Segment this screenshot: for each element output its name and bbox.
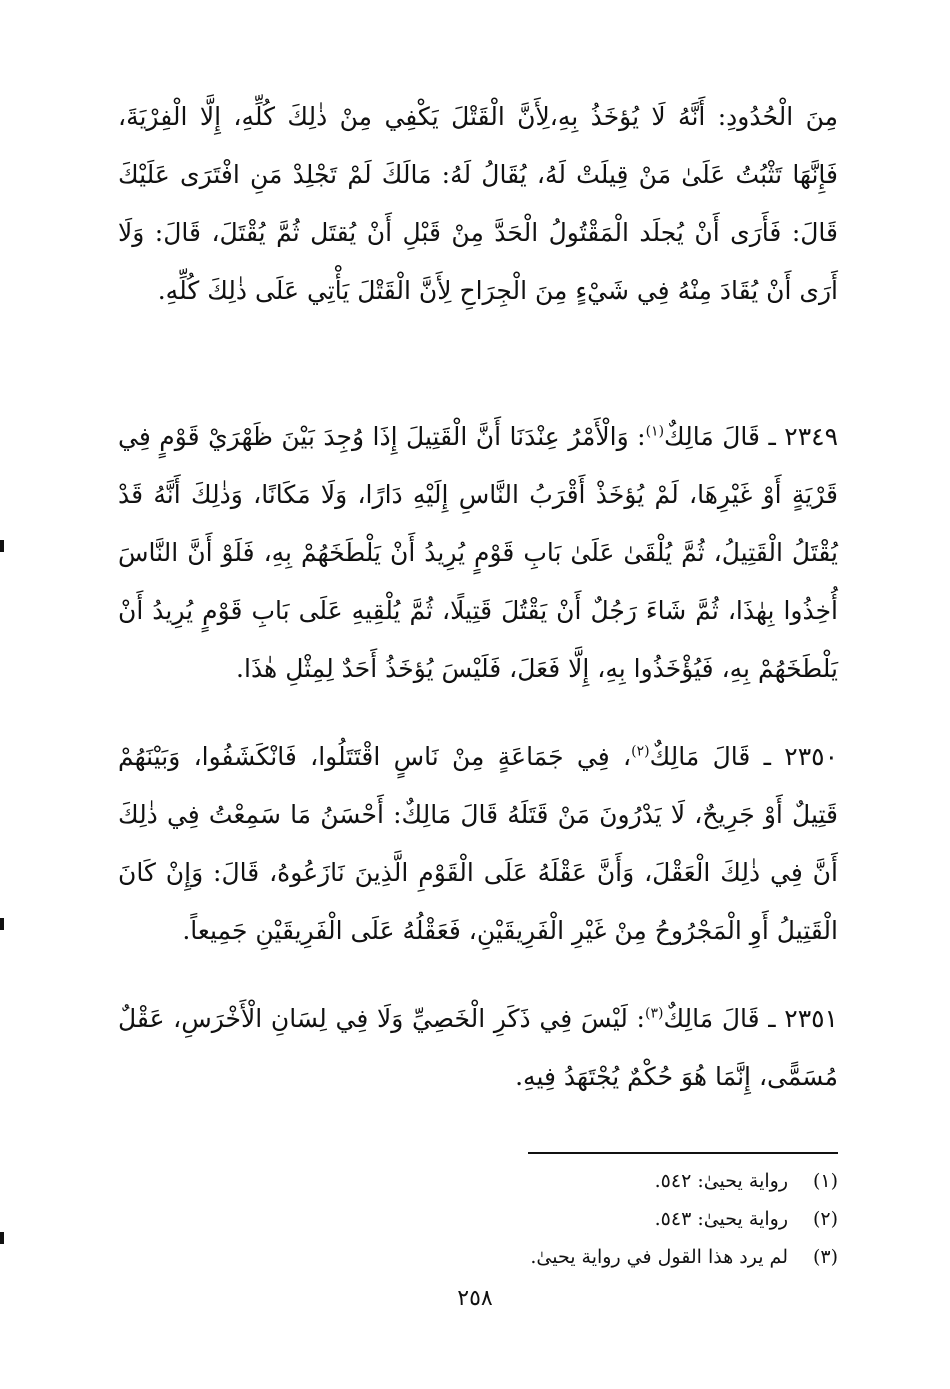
- paragraph-2350: ٢٣٥٠ ـ قَالَ مَالِكٌ$^{(٢)}$، فِي جَمَاعَةٍ مِنْ نَاسٍ اقْتَتَلُوا، فَانْكَشَفُوا، وَبَيْنَهُمْ قَتِيلٌ أَوْ جَرِيحٌ، لَا يَدْرُونَ مَنْ قَتَلَهُ قَالَ مَالِكٌ: أَحْسَنُ مَا سَمِعْتُ فِي ذٰلِكَ أَنَّ فِي ذٰلِكَ الْعَقْلَ، وَأَنَّ عَقْلَهُ عَلَى الْقَوْمِ الَّذِينَ نَازَعُوهُ، قَالَ: وَإِنْ كَانَ الْقَتِيلُ أَوِ الْمَجْرُوحُ مِنْ غَيْرِ الْفَرِيقَيْنِ، فَعَقْلُهُ عَلَى الْفَرِيقَيْنِ جَمِيعاً.: [118, 742, 839, 945]
- scan-margin-mark: [0, 918, 4, 930]
- speaker-label: قَالَ مَالِكٌ: [664, 422, 760, 451]
- paragraph-text: ، فِي جَمَاعَةٍ مِنْ نَاسٍ اقْتَتَلُوا، فَانْكَشَفُوا، وَبَيْنَهُمْ قَتِيلٌ أَوْ جَرِيحٌ، لَا يَدْرُونَ مَنْ قَتَلَهُ قَالَ مَالِكٌ: أَحْسَنُ مَا سَمِعْتُ فِي ذٰلِكَ أَنَّ فِي ذٰلِكَ الْعَقْلَ، وَأَنَّ عَقْلَهُ عَلَى الْقَوْمِ الَّذِينَ نَازَعُوهُ، قَالَ: وَإِنْ كَانَ الْقَتِيلُ أَوِ الْمَجْرُوحُ مِنْ غَيْرِ الْفَرِيقَيْنِ، فَعَقْلُهُ عَلَى الْفَرِيقَيْنِ جَمِيعاً.: [118, 742, 838, 945]
- scan-margin-mark: [0, 540, 4, 552]
- footnote-divider: [528, 1152, 838, 1154]
- footnote-text: لم يرد هذا القول في رواية يحيىٰ.: [530, 1246, 788, 1268]
- footnote-item: [300, 1238, 838, 1276]
- scan-margin-mark: [0, 1232, 4, 1244]
- footnote-number: (١): [812, 1170, 838, 1192]
- footnote-ref: (٢): [631, 743, 650, 760]
- page-number: ٢٥٨: [457, 1286, 493, 1311]
- paragraph-text: : لَيْسَ فِي ذَكَرِ الْخَصِيِّ وَلَا فِي لِسَانِ الْأَخْرَسِ، عَقْلٌ مُسَمًّى، إِنَّمَا هُوَ حُكْمٌ يُجْتَهَدُ فِيهِ.: [118, 1004, 838, 1091]
- paragraph-number: ٢٣٤٩: [784, 422, 838, 451]
- footnote-ref: (٣): [644, 1005, 664, 1022]
- footnote-ref: (١): [645, 423, 665, 440]
- speaker-label: قَالَ مَالِكٌ: [663, 1004, 760, 1033]
- footnote-number: (٣): [812, 1246, 838, 1268]
- paragraph-number: ٢٣٥١: [784, 1004, 838, 1033]
- footnote-text: رواية يحيىٰ: ٥٤٣.: [654, 1208, 788, 1230]
- speaker-label: قَالَ مَالِكٌ: [649, 742, 751, 771]
- paragraph-intro: [118, 88, 838, 320]
- paragraph-number: ٢٣٥٠: [784, 742, 839, 771]
- footnote-item: [300, 1200, 838, 1238]
- footnote-item: [300, 1162, 838, 1200]
- footnotes: [300, 1162, 838, 1276]
- paragraph-text: : وَالْأَمْرُ عِنْدَنَا أَنَّ الْقَتِيلَ إِذَا وُجِدَ بَيْنَ ظَهْرَيْ قَوْمٍ فِي قَرْيَةٍ أَوْ غَيْرِهَا، لَمْ يُؤخَذْ أَقْرَبُ النَّاسِ إِلَيْهِ دَارًا، وَلَا مَكَانًا، وَذٰلِكَ أَنَّهُ قَدْ يُقْتَلُ الْقَتِيلُ، ثُمَّ يُلْقَىٰ عَلَىٰ بَابِ قَوْمٍ يُرِيدُ أَنْ يَلْطَخَهُمْ بِهِ، فَلَوْ أَنَّ النَّاسَ أُخِذُوا بِهٰذَا، ثُمَّ شَاءَ رَجُلٌ أَنْ يَقْتُلَ قَتِيلًا، ثُمَّ يُلْقِيهِ عَلَى بَابِ قَوْمٍ يُرِيدُ أَنْ يَلْطَخَهُمْ بِهِ، فَيُؤْخَذُوا بِهِ، إِلَّا فَعَلَ، فَلَيْسَ يُؤخَذُ أَحَدٌ لِمِثْلِ هٰذَا.: [118, 422, 838, 683]
- footnote-number: (٢): [812, 1208, 838, 1230]
- footnote-text: رواية يحيىٰ: ٥٤٢.: [654, 1170, 788, 1192]
- paragraph-2349: ٢٣٤٩ ـ قَالَ مَالِكٌ$^{(١)}$: وَالْأَمْرُ عِنْدَنَا أَنَّ الْقَتِيلَ إِذَا وُجِدَ بَيْنَ ظَهْرَيْ قَوْمٍ فِي قَرْيَةٍ أَوْ غَيْرِهَا، لَمْ يُؤخَذْ أَقْرَبُ النَّاسِ إِلَيْهِ دَارًا، وَلَا مَكَانًا، وَذٰلِكَ أَنَّهُ قَدْ يُقْتَلُ الْقَتِيلُ، ثُمَّ يُلْقَىٰ عَلَىٰ بَابِ قَوْمٍ يُرِيدُ أَنْ يَلْطَخَهُمْ بِهِ، فَلَوْ أَنَّ النَّاسَ أُخِذُوا بِهٰذَا، ثُمَّ شَاءَ رَجُلٌ أَنْ يَقْتُلَ قَتِيلًا، ثُمَّ يُلْقِيهِ عَلَى بَابِ قَوْمٍ يُرِيدُ أَنْ يَلْطَخَهُمْ بِهِ، فَيُؤْخَذُوا بِهِ، إِلَّا فَعَلَ، فَلَيْسَ يُؤخَذُ أَحَدٌ لِمِثْلِ هٰذَا.: [118, 422, 838, 683]
- paragraph-text: مِنَ الْحُدُودِ: أَنَّهُ لَا يُؤخَذُ بِهِ،لِأَنَّ الْقَتْلَ يَكْفِي مِنْ ذٰلِكَ كُلِّهِ، إِلَّا الْفِرْيَةَ، فَإِنَّهَا تَثْبُتُ عَلَىٰ مَنْ قِيلَتْ لَهُ، يُقَالُ لَهُ: مَالَكَ لَمْ تَجْلِدْ مَنِ افْتَرَى عَلَيْكَ قَالَ: فَأَرَى أَنْ يُجلَد الْمَقْتُولُ الْحَدَّ مِنْ قَبْلِ أَنْ يُقتَل ثُمَّ يُقْتَلَ، قَالَ: وَلَا أَرَى أَنْ يُقَادَ مِنْهُ فِي شَيْءٍ مِنَ الْجِرَاحِ لِأَنَّ الْقَتْلَ يَأْتِي عَلَى ذٰلِكَ كُلِّهِ.: [118, 102, 838, 305]
- paragraph-2351: ٢٣٥١ ـ قَالَ مَالِكٌ$^{(٣)}$: لَيْسَ فِي ذَكَرِ الْخَصِيِّ وَلَا فِي لِسَانِ الْأَخْرَسِ، عَقْلٌ مُسَمًّى، إِنَّمَا هُوَ حُكْمٌ يُجْتَهَدُ فِيهِ.: [118, 1004, 838, 1091]
